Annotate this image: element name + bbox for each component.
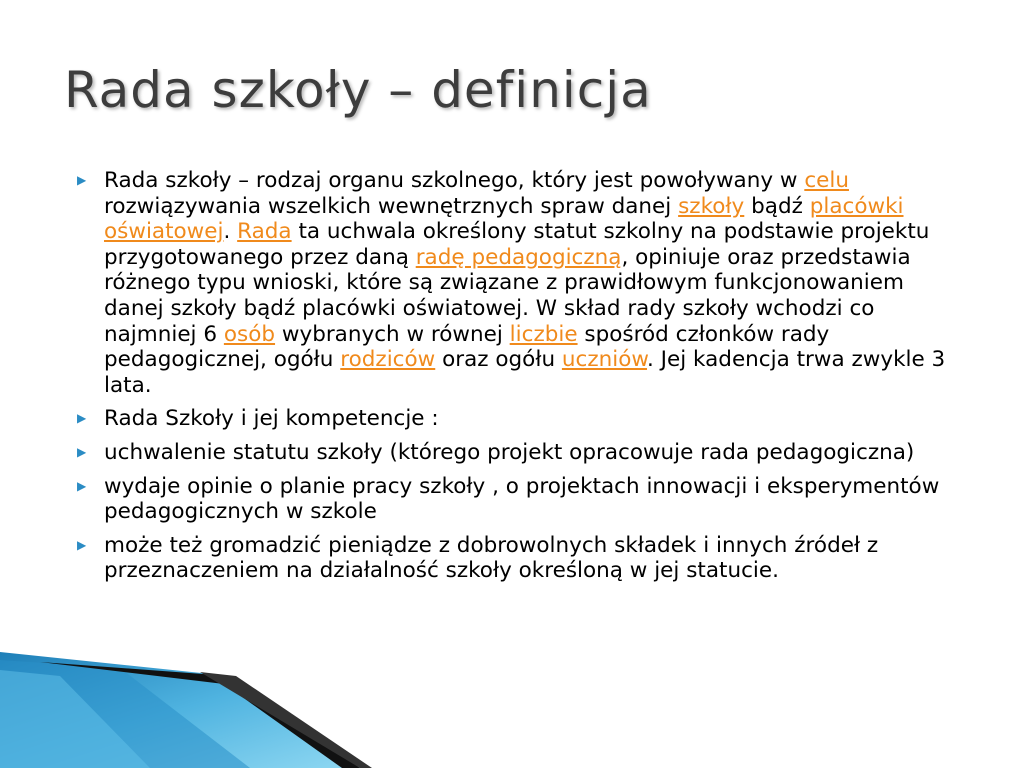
triangle-right-icon: ▶ (77, 173, 87, 187)
triangle-right-icon: ▶ (77, 444, 87, 459)
list-item (76, 474, 966, 525)
link-rada[interactable]: Rada (237, 219, 292, 245)
link-uczniow[interactable]: uczniów (561, 347, 648, 373)
list-item-text: może też gromadzić pieniądze z dobrowolnych składek i innych źródeł z przeznaczeniem na działalność szkoły określoną w jej statucie. (104, 532, 879, 584)
link-liczbie[interactable]: liczbie (509, 321, 578, 347)
list-item-definition (76, 168, 966, 398)
definition-text: wybranych w równej (275, 321, 510, 347)
list-item (76, 440, 966, 466)
list-item-text: uchwalenie statutu szkoły (którego projekt opracowuje rada pedagogiczna) (104, 439, 915, 465)
definition-text: . (223, 219, 238, 245)
list-item-text: Rada Szkoły i jej kompetencje : (104, 406, 439, 432)
bullet-list (76, 168, 966, 592)
triangle-right-icon: ▶ (77, 537, 87, 552)
definition-text: rozwiązywania wszelkich wewnętrznych spraw danej (104, 193, 679, 219)
triangle-right-icon: ▶ (77, 478, 87, 493)
definition-text: oraz ogółu (435, 347, 562, 373)
link-szkoly[interactable]: szkoły (678, 193, 745, 219)
link-placowki-oswiatowej[interactable]: placówki oświatowej (104, 193, 904, 245)
link-rodzicow[interactable]: rodziców (340, 347, 436, 373)
definition-text: . Jej kadencja trwa zwykle 3 lata. (104, 347, 946, 398)
list-item (76, 533, 966, 584)
definition-text: spośród członków rady pedagogicznej, ogółu (104, 321, 830, 373)
triangle-right-icon: ▶ (77, 411, 87, 426)
link-rade-pedagogiczna[interactable]: radę pedagogiczną (415, 244, 622, 270)
link-osob[interactable]: osób (223, 321, 276, 347)
link-celu[interactable]: celu (804, 168, 849, 193)
slide-title: Rada szkoły – definicja (64, 61, 652, 119)
definition-text: – rodzaj organu szkolnego, który jest powoływany w (231, 168, 805, 193)
definition-text: bądź (744, 193, 810, 219)
list-item-text: wydaje opinie o planie pracy szkoły , o projektach innowacji i eksperymentów pedagogicznych w szkole (104, 473, 940, 525)
list-item (76, 406, 966, 432)
definition-text: , opiniuje oraz przedstawia różnego typu wnioski, które są związane z prawidłowym funkcjonowaniem danej szkoły bądź placówki oświatowej. W skład rady szkoły wchodzi co najmniej 6 (104, 244, 911, 347)
definition-text: ta uchwala określony statut szkolny na podstawie projektu przygotowanego przez daną (104, 219, 930, 270)
definition-term: Rada szkoły (104, 168, 232, 193)
